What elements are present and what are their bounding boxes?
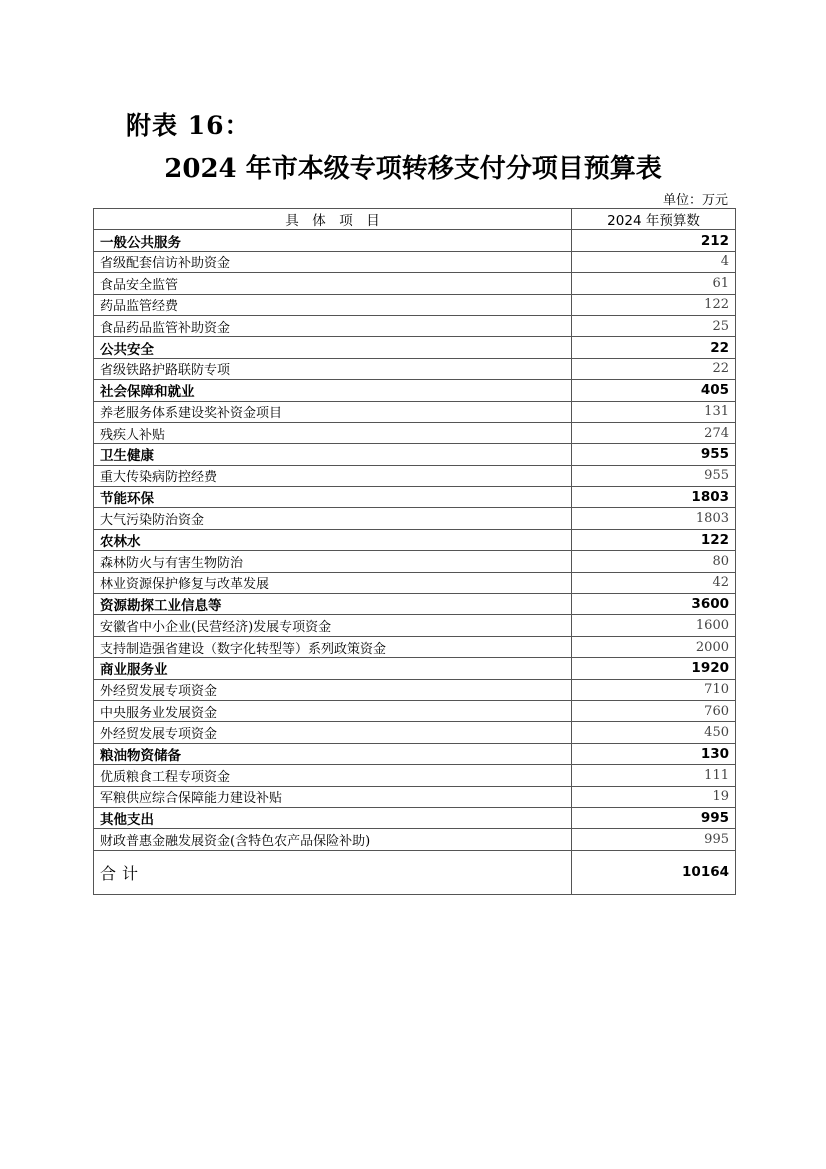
row-name: 中央服务业发展资金 <box>94 700 572 721</box>
budget-table <box>93 208 736 895</box>
item-row <box>94 679 736 700</box>
row-name: 外经贸发展专项资金 <box>94 722 572 743</box>
item-row <box>94 765 736 786</box>
row-value: 955 <box>572 465 736 486</box>
row-value: 2000 <box>572 636 736 657</box>
unit-label: 单位：万元 <box>662 193 728 208</box>
row-value: 955 <box>572 444 736 465</box>
category-row <box>94 529 736 550</box>
item-row <box>94 508 736 529</box>
item-row <box>94 572 736 593</box>
header-item: 具 体 项 目 <box>94 209 572 230</box>
row-name: 一般公共服务 <box>94 230 572 251</box>
row-name: 社会保障和就业 <box>94 380 572 401</box>
row-name: 公共安全 <box>94 337 572 358</box>
category-row <box>94 743 736 764</box>
row-name: 残疾人补贴 <box>94 422 572 443</box>
total-label: 合计 <box>94 850 572 894</box>
item-row <box>94 829 736 850</box>
item-row <box>94 636 736 657</box>
row-name: 重大传染病防控经费 <box>94 465 572 486</box>
row-name: 食品安全监管 <box>94 273 572 294</box>
category-row <box>94 230 736 251</box>
row-name: 优质粮食工程专项资金 <box>94 765 572 786</box>
annex-label: 附表 16： <box>126 111 251 140</box>
row-value: 405 <box>572 380 736 401</box>
row-name: 财政普惠金融发展资金(含特色农产品保险补助) <box>94 829 572 850</box>
item-row <box>94 251 736 272</box>
category-row <box>94 444 736 465</box>
row-value: 4 <box>572 251 736 272</box>
row-name: 卫生健康 <box>94 444 572 465</box>
row-value: 25 <box>572 315 736 336</box>
row-name: 外经贸发展专项资金 <box>94 679 572 700</box>
row-value: 42 <box>572 572 736 593</box>
row-value: 111 <box>572 765 736 786</box>
row-value: 450 <box>572 722 736 743</box>
table-body <box>94 230 736 850</box>
row-value: 995 <box>572 829 736 850</box>
item-row <box>94 273 736 294</box>
item-row <box>94 465 736 486</box>
total-row <box>94 850 736 894</box>
row-value: 760 <box>572 700 736 721</box>
row-name: 粮油物资储备 <box>94 743 572 764</box>
item-row <box>94 722 736 743</box>
row-name: 资源勘探工业信息等 <box>94 594 572 615</box>
item-row <box>94 700 736 721</box>
row-name: 支持制造强省建设（数字化转型等）系列政策资金 <box>94 636 572 657</box>
item-row <box>94 615 736 636</box>
row-name: 养老服务体系建设奖补资金项目 <box>94 401 572 422</box>
row-name: 林业资源保护修复与改革发展 <box>94 572 572 593</box>
item-row <box>94 315 736 336</box>
row-name: 森林防火与有害生物防治 <box>94 551 572 572</box>
row-value: 80 <box>572 551 736 572</box>
item-row <box>94 358 736 379</box>
category-row <box>94 487 736 508</box>
row-value: 22 <box>572 358 736 379</box>
row-value: 212 <box>572 230 736 251</box>
category-row <box>94 594 736 615</box>
row-name: 安徽省中小企业(民营经济)发展专项资金 <box>94 615 572 636</box>
row-value: 131 <box>572 401 736 422</box>
item-row <box>94 401 736 422</box>
row-value: 710 <box>572 679 736 700</box>
row-name: 其他支出 <box>94 807 572 828</box>
category-row <box>94 807 736 828</box>
total-value: 10164 <box>572 850 736 894</box>
table-header-row <box>94 209 736 230</box>
row-name: 节能环保 <box>94 487 572 508</box>
item-row <box>94 551 736 572</box>
row-value: 1803 <box>572 508 736 529</box>
row-name: 农林水 <box>94 529 572 550</box>
row-value: 61 <box>572 273 736 294</box>
row-name: 大气污染防治资金 <box>94 508 572 529</box>
category-row <box>94 658 736 679</box>
row-value: 3600 <box>572 594 736 615</box>
category-row <box>94 337 736 358</box>
row-value: 274 <box>572 422 736 443</box>
row-name: 药品监管经费 <box>94 294 572 315</box>
row-value: 995 <box>572 807 736 828</box>
item-row <box>94 786 736 807</box>
row-name: 食品药品监管补助资金 <box>94 315 572 336</box>
row-name: 省级配套信访补助资金 <box>94 251 572 272</box>
category-row <box>94 380 736 401</box>
row-value: 130 <box>572 743 736 764</box>
page-title: 2024 年市本级专项转移支付分项目预算表 <box>164 154 662 184</box>
header-budget: 2024 年预算数 <box>572 209 736 230</box>
item-row <box>94 422 736 443</box>
row-value: 1803 <box>572 487 736 508</box>
row-value: 1600 <box>572 615 736 636</box>
row-name: 军粮供应综合保障能力建设补贴 <box>94 786 572 807</box>
row-name: 省级铁路护路联防专项 <box>94 358 572 379</box>
row-value: 122 <box>572 529 736 550</box>
item-row <box>94 294 736 315</box>
row-value: 22 <box>572 337 736 358</box>
row-value: 19 <box>572 786 736 807</box>
row-value: 1920 <box>572 658 736 679</box>
row-value: 122 <box>572 294 736 315</box>
row-name: 商业服务业 <box>94 658 572 679</box>
